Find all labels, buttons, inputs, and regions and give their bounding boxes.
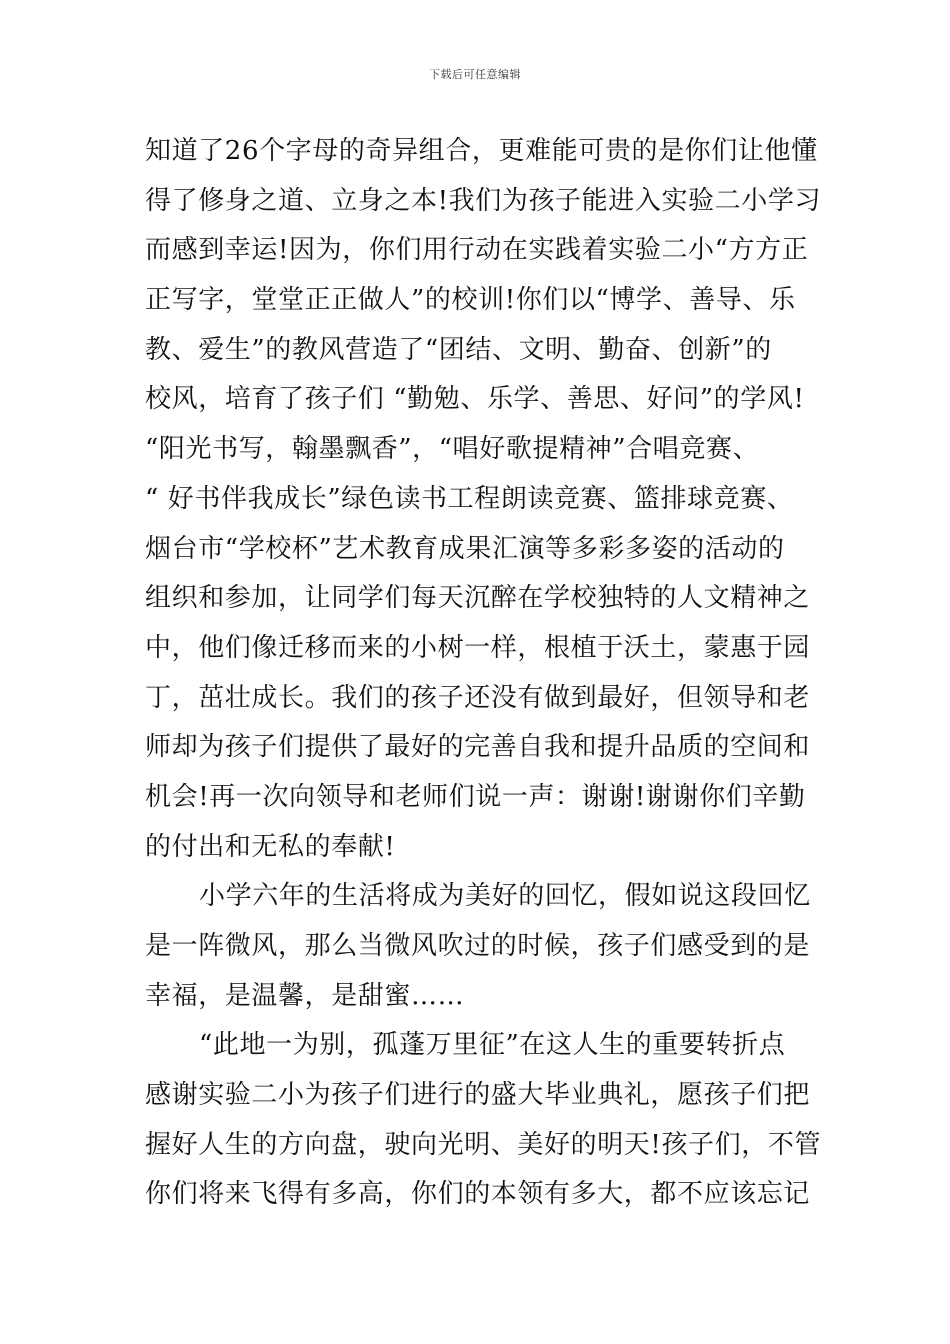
text-line: 你们将来飞得有多高，你们的本领有多大，都不应该忘记 bbox=[145, 1179, 811, 1210]
text-line: 烟台市“学校杯”艺术教育成果汇演等多彩多姿的活动的 bbox=[145, 533, 785, 564]
text-line: 教、爱生”的教风营造了“团结、文明、勤奋、创新”的 bbox=[145, 334, 772, 365]
text-line: “ 好书伴我成长”绿色读书工程朗读竞赛、篮排球竞赛、 bbox=[145, 483, 794, 514]
text-line: 组织和参加，让同学们每天沉醉在学校独特的人文精神之 bbox=[145, 583, 811, 614]
text-line: 师却为孩子们提供了最好的完善自我和提升品质的空间和 bbox=[145, 732, 811, 763]
text-line: 的付出和无私的奉献! bbox=[145, 831, 396, 862]
text-line: 丁，茁壮成长。我们的孩子还没有做到最好，但领导和老 bbox=[145, 682, 811, 713]
text-line: “此地一为别，孤蓬万里征”在这人生的重要转折点 bbox=[199, 1030, 786, 1061]
body-text bbox=[145, 127, 822, 1220]
page-header: 下载后可任意编辑 bbox=[429, 68, 521, 81]
text-line: 是一阵微风，那么当微风吹过的时候，孩子们感受到的是 bbox=[145, 931, 811, 961]
text-line: 知道了26个字母的奇异组合，更难能可贵的是你们让他懂 bbox=[145, 136, 818, 166]
text-line: 机会!再一次向领导和老师们说一声：谢谢!谢谢你们辛勤 bbox=[145, 781, 806, 812]
text-line: 小学六年的生活将成为美好的回忆，假如说这段回忆 bbox=[199, 881, 811, 912]
text-line: 正写字，堂堂正正做人”的校训!你们以“博学、善导、乐 bbox=[145, 285, 796, 316]
text-line: 幸福，是温馨，是甜蜜…… bbox=[145, 980, 465, 1011]
text-line: 中，他们像迁移而来的小树一样，根植于沃土，蒙惠于园 bbox=[145, 632, 811, 663]
text-line: 得了修身之道、立身之本!我们为孩子能进入实验二小学习 bbox=[145, 185, 822, 216]
text-line: 校风，培育了孩子们 “勤勉、乐学、善思、好问”的学风! bbox=[145, 384, 805, 415]
text-line: 而感到幸运!因为，你们用行动在实践着实验二小“方方正 bbox=[145, 235, 809, 266]
text-line: 握好人生的方向盘，驶向光明、美好的明天!孩子们，不管 bbox=[145, 1129, 822, 1160]
text-line: 感谢实验二小为孩子们进行的盛大毕业典礼，愿孩子们把 bbox=[145, 1080, 811, 1111]
text-line: “阳光书写，翰墨飘香”，“唱好歌提精神”合唱竞赛、 bbox=[145, 434, 760, 465]
